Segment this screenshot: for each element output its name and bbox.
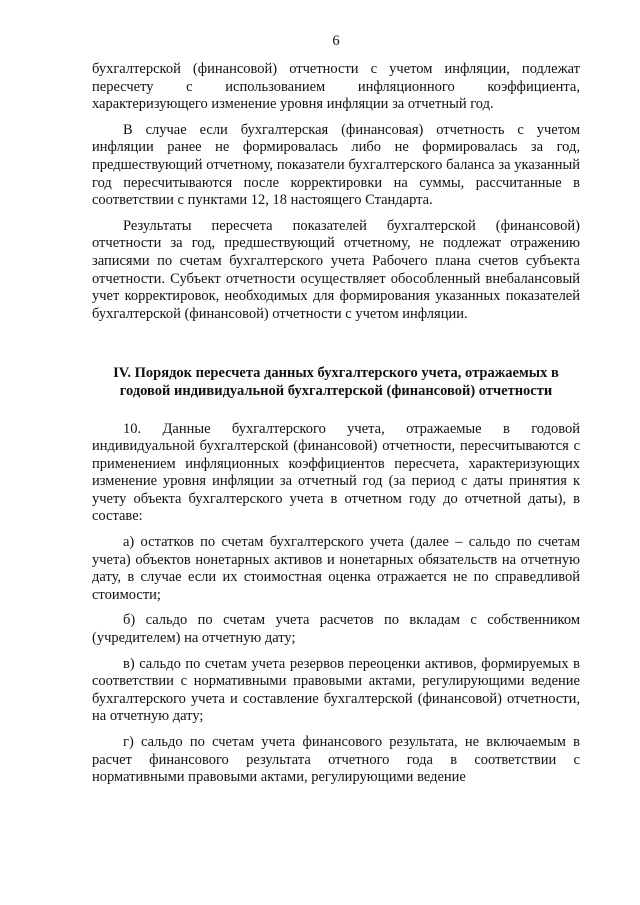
paragraph-recalculation-results: Результаты пересчета показателей бухгалтерской (финансовой) отчетности за год, предшествующий отчетному, не подлежат отражению записями по счетам бухгалтерского учета Рабочего плана счетов субъекта отчетности. Субъект отчетности осуществляет обособленный внебалансовый учет корректировок, необходимых для формирования указанных показателей бухгалтерской (финансовой) отчетности с учетом инфляции. xyxy=(92,217,580,322)
paragraph-recalculation-case: В случае если бухгалтерская (финансовая) отчетность с учетом инфляции ранее не формировалась либо не формировалась за год, предшествующий отчетному, показатели бухгалтерского баланса за указанный год пересчитываются после корректировки на суммы, рассчитанные в соответствии с пунктами 12, 18 настоящего Стандарта. xyxy=(92,121,580,209)
paragraph-continuation: бухгалтерской (финансовой) отчетности с учетом инфляции, подлежат пересчету с использованием инфляционного коэффициента, характеризующего изменение уровня инфляции за отчетный год. xyxy=(92,61,580,113)
paragraph-subitem-b: б) сальдо по счетам учета расчетов по вкладам с собственником (учредителем) на отчетную дату; xyxy=(92,612,580,647)
section-title: IV. Порядок пересчета данных бухгалтерского учета, отражаемых в годовой индивидуальной бухгалтерской (финансовой) отчетности xyxy=(113,365,559,399)
paragraph-subitem-v: в) сальдо по счетам учета резервов переоценки активов, формируемых в соответствии с нормативными правовыми актами, регулирующими ведение бухгалтерского учета и составление бухгалтерской (финансовой) отчетности, на отчетную дату; xyxy=(92,655,580,725)
page-number: 6 xyxy=(332,33,340,49)
paragraph-subitem-g: г) сальдо по счетам учета финансового результата, не включаемым в расчет финансового результата отчетного года в соответствии с нормативными правовыми актами, регулирующими ведение xyxy=(92,734,580,786)
paragraph-item-10: 10. Данные бухгалтерского учета, отражаемые в годовой индивидуальной бухгалтерской (финансовой) отчетности, пересчитываются с применением инфляционных коэффициентов пересчета, характеризующих изменение уровня инфляции за отчетный год (за период с даты принятия к учету объекта бухгалтерского учета в отчетном году до отчетной даты), в составе: xyxy=(92,420,580,525)
paragraph-subitem-a: а) остатков по счетам бухгалтерского учета (далее – сальдо по счетам учета) объектов нонетарных активов и нонетарных обязательств на отчетную дату, в случае если их стоимостная оценка отражается не по справедливой стоимости; xyxy=(92,534,580,603)
